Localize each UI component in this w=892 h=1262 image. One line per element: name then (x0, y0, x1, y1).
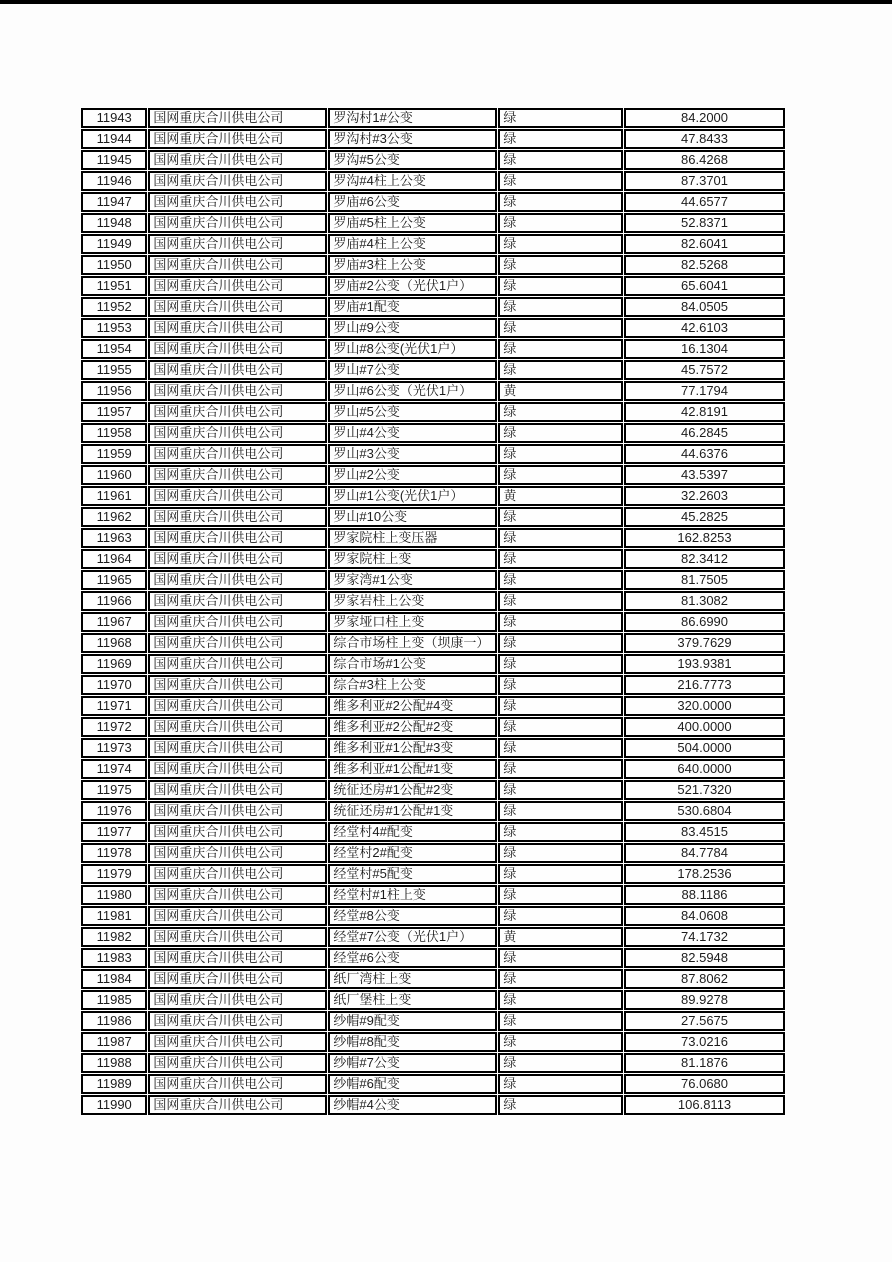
table-row (81, 927, 785, 947)
cell-status: 绿 (498, 696, 623, 716)
cell-value: 81.7505 (624, 570, 785, 590)
cell-device: 罗山#7公变 (328, 360, 497, 380)
cell-row-id: 11946 (81, 171, 147, 191)
cell-value: 81.1876 (624, 1053, 785, 1073)
table-row (81, 1095, 785, 1115)
cell-value: 216.7773 (624, 675, 785, 695)
cell-value: 76.0680 (624, 1074, 785, 1094)
cell-device: 罗沟#5公变 (328, 150, 497, 170)
cell-value: 87.3701 (624, 171, 785, 191)
cell-device: 罗家岩柱上公变 (328, 591, 497, 611)
cell-device: 罗山#2公变 (328, 465, 497, 485)
cell-company: 国网重庆合川供电公司 (148, 171, 327, 191)
cell-device: 纱帽#7公变 (328, 1053, 497, 1073)
cell-company: 国网重庆合川供电公司 (148, 969, 327, 989)
table-row (81, 318, 785, 338)
cell-value: 162.8253 (624, 528, 785, 548)
cell-company: 国网重庆合川供电公司 (148, 1032, 327, 1052)
cell-status: 绿 (498, 318, 623, 338)
cell-status: 绿 (498, 612, 623, 632)
cell-value: 504.0000 (624, 738, 785, 758)
cell-status: 绿 (498, 948, 623, 968)
cell-status: 绿 (498, 969, 623, 989)
table-row (81, 402, 785, 422)
cell-company: 国网重庆合川供电公司 (148, 696, 327, 716)
cell-device: 罗家垭口柱上变 (328, 612, 497, 632)
cell-device: 罗庙#6公变 (328, 192, 497, 212)
cell-device: 罗山#5公变 (328, 402, 497, 422)
cell-status: 绿 (498, 1074, 623, 1094)
cell-row-id: 11986 (81, 1011, 147, 1031)
cell-value: 77.1794 (624, 381, 785, 401)
cell-device: 经堂村2#配变 (328, 843, 497, 863)
cell-value: 82.5268 (624, 255, 785, 275)
table-row (81, 276, 785, 296)
cell-row-id: 11974 (81, 759, 147, 779)
cell-company: 国网重庆合川供电公司 (148, 591, 327, 611)
cell-row-id: 11945 (81, 150, 147, 170)
cell-status: 绿 (498, 192, 623, 212)
cell-device: 罗山#6公变（光伏1户） (328, 381, 497, 401)
cell-company: 国网重庆合川供电公司 (148, 192, 327, 212)
table-row (81, 339, 785, 359)
cell-company: 国网重庆合川供电公司 (148, 465, 327, 485)
cell-row-id: 11951 (81, 276, 147, 296)
table-row (81, 717, 785, 737)
cell-status: 绿 (498, 402, 623, 422)
cell-status: 绿 (498, 1032, 623, 1052)
cell-status: 黄 (498, 486, 623, 506)
cell-device: 综合市场#1公变 (328, 654, 497, 674)
cell-device: 罗庙#3柱上公变 (328, 255, 497, 275)
cell-company: 国网重庆合川供电公司 (148, 906, 327, 926)
cell-device: 经堂村#5配变 (328, 864, 497, 884)
cell-status: 绿 (498, 801, 623, 821)
table-row (81, 990, 785, 1010)
cell-value: 27.5675 (624, 1011, 785, 1031)
cell-row-id: 11989 (81, 1074, 147, 1094)
cell-row-id: 11948 (81, 213, 147, 233)
cell-value: 82.3412 (624, 549, 785, 569)
cell-row-id: 11987 (81, 1032, 147, 1052)
cell-row-id: 11962 (81, 507, 147, 527)
cell-device: 经堂#7公变（光伏1户） (328, 927, 497, 947)
cell-status: 绿 (498, 549, 623, 569)
cell-status: 绿 (498, 570, 623, 590)
cell-device: 纱帽#9配变 (328, 1011, 497, 1031)
cell-device: 经堂村4#配变 (328, 822, 497, 842)
cell-company: 国网重庆合川供电公司 (148, 255, 327, 275)
cell-value: 83.4515 (624, 822, 785, 842)
cell-value: 84.7784 (624, 843, 785, 863)
cell-company: 国网重庆合川供电公司 (148, 276, 327, 296)
cell-value: 44.6376 (624, 444, 785, 464)
cell-device: 经堂#8公变 (328, 906, 497, 926)
table-row (81, 213, 785, 233)
cell-row-id: 11966 (81, 591, 147, 611)
cell-row-id: 11957 (81, 402, 147, 422)
cell-value: 52.8371 (624, 213, 785, 233)
cell-device: 罗山#4公变 (328, 423, 497, 443)
cell-device: 罗家院柱上变 (328, 549, 497, 569)
table-row (81, 696, 785, 716)
cell-row-id: 11984 (81, 969, 147, 989)
table-row (81, 654, 785, 674)
cell-company: 国网重庆合川供电公司 (148, 528, 327, 548)
cell-company: 国网重庆合川供电公司 (148, 339, 327, 359)
cell-row-id: 11967 (81, 612, 147, 632)
cell-status: 绿 (498, 276, 623, 296)
table-row (81, 1053, 785, 1073)
cell-value: 400.0000 (624, 717, 785, 737)
table-row (81, 486, 785, 506)
cell-device: 罗庙#5柱上公变 (328, 213, 497, 233)
cell-device: 罗庙#2公变（光伏1户） (328, 276, 497, 296)
cell-device: 罗沟#4柱上公变 (328, 171, 497, 191)
cell-device: 罗庙#1配变 (328, 297, 497, 317)
cell-status: 绿 (498, 1011, 623, 1031)
cell-row-id: 11973 (81, 738, 147, 758)
table-row (81, 633, 785, 653)
cell-device: 纸厂堡柱上变 (328, 990, 497, 1010)
cell-row-id: 11964 (81, 549, 147, 569)
cell-device: 罗沟村#3公变 (328, 129, 497, 149)
cell-value: 45.2825 (624, 507, 785, 527)
cell-device: 综合#3柱上公变 (328, 675, 497, 695)
cell-value: 530.6804 (624, 801, 785, 821)
cell-status: 绿 (498, 759, 623, 779)
cell-value: 84.0505 (624, 297, 785, 317)
cell-row-id: 11950 (81, 255, 147, 275)
table-row (81, 864, 785, 884)
data-table (80, 107, 786, 1116)
table-row (81, 381, 785, 401)
cell-company: 国网重庆合川供电公司 (148, 360, 327, 380)
cell-status: 绿 (498, 864, 623, 884)
table-row (81, 549, 785, 569)
table-row (81, 738, 785, 758)
cell-row-id: 11975 (81, 780, 147, 800)
table-row (81, 906, 785, 926)
cell-status: 绿 (498, 738, 623, 758)
cell-row-id: 11970 (81, 675, 147, 695)
table-row (81, 297, 785, 317)
table-row (81, 780, 785, 800)
cell-value: 88.1186 (624, 885, 785, 905)
cell-status: 绿 (498, 822, 623, 842)
cell-value: 86.4268 (624, 150, 785, 170)
cell-row-id: 11983 (81, 948, 147, 968)
cell-status: 绿 (498, 885, 623, 905)
table-row (81, 801, 785, 821)
cell-row-id: 11978 (81, 843, 147, 863)
table-row (81, 150, 785, 170)
table-row (81, 759, 785, 779)
cell-row-id: 11985 (81, 990, 147, 1010)
cell-value: 42.6103 (624, 318, 785, 338)
cell-company: 国网重庆合川供电公司 (148, 297, 327, 317)
cell-company: 国网重庆合川供电公司 (148, 150, 327, 170)
cell-value: 42.8191 (624, 402, 785, 422)
cell-status: 绿 (498, 297, 623, 317)
table-body (81, 108, 785, 1115)
cell-status: 绿 (498, 591, 623, 611)
cell-company: 国网重庆合川供电公司 (148, 717, 327, 737)
cell-status: 绿 (498, 906, 623, 926)
cell-device: 罗山#1公变(光伏1户） (328, 486, 497, 506)
table-row (81, 1032, 785, 1052)
cell-status: 绿 (498, 108, 623, 128)
cell-status: 绿 (498, 528, 623, 548)
cell-status: 绿 (498, 444, 623, 464)
cell-row-id: 11959 (81, 444, 147, 464)
cell-row-id: 11972 (81, 717, 147, 737)
table-row (81, 528, 785, 548)
cell-row-id: 11965 (81, 570, 147, 590)
cell-status: 绿 (498, 843, 623, 863)
cell-device: 维多利亚#1公配#1变 (328, 759, 497, 779)
cell-company: 国网重庆合川供电公司 (148, 486, 327, 506)
cell-company: 国网重庆合川供电公司 (148, 927, 327, 947)
cell-status: 黄 (498, 927, 623, 947)
cell-row-id: 11944 (81, 129, 147, 149)
cell-value: 87.8062 (624, 969, 785, 989)
cell-row-id: 11979 (81, 864, 147, 884)
table-row (81, 1011, 785, 1031)
cell-device: 纱帽#6配变 (328, 1074, 497, 1094)
cell-row-id: 11960 (81, 465, 147, 485)
cell-status: 绿 (498, 150, 623, 170)
table-row (81, 570, 785, 590)
cell-company: 国网重庆合川供电公司 (148, 129, 327, 149)
cell-value: 74.1732 (624, 927, 785, 947)
cell-status: 绿 (498, 990, 623, 1010)
cell-device: 经堂村#1柱上变 (328, 885, 497, 905)
cell-value: 65.6041 (624, 276, 785, 296)
cell-device: 综合市场柱上变（坝康一） (328, 633, 497, 653)
cell-value: 47.8433 (624, 129, 785, 149)
cell-row-id: 11949 (81, 234, 147, 254)
table-row (81, 675, 785, 695)
cell-company: 国网重庆合川供电公司 (148, 843, 327, 863)
cell-value: 45.7572 (624, 360, 785, 380)
cell-value: 81.3082 (624, 591, 785, 611)
cell-value: 16.1304 (624, 339, 785, 359)
table-row (81, 969, 785, 989)
cell-row-id: 11980 (81, 885, 147, 905)
table-row (81, 255, 785, 275)
table-row (81, 192, 785, 212)
top-edge-bar (0, 0, 892, 4)
cell-company: 国网重庆合川供电公司 (148, 885, 327, 905)
cell-company: 国网重庆合川供电公司 (148, 1095, 327, 1115)
cell-value: 521.7320 (624, 780, 785, 800)
cell-row-id: 11956 (81, 381, 147, 401)
cell-status: 绿 (498, 255, 623, 275)
table-row (81, 885, 785, 905)
table-row (81, 360, 785, 380)
cell-device: 罗山#3公变 (328, 444, 497, 464)
cell-company: 国网重庆合川供电公司 (148, 402, 327, 422)
table-row (81, 612, 785, 632)
cell-company: 国网重庆合川供电公司 (148, 948, 327, 968)
cell-company: 国网重庆合川供电公司 (148, 444, 327, 464)
table-row (81, 507, 785, 527)
cell-row-id: 11952 (81, 297, 147, 317)
cell-value: 44.6577 (624, 192, 785, 212)
cell-value: 89.9278 (624, 990, 785, 1010)
cell-company: 国网重庆合川供电公司 (148, 633, 327, 653)
cell-row-id: 11955 (81, 360, 147, 380)
cell-company: 国网重庆合川供电公司 (148, 612, 327, 632)
cell-status: 绿 (498, 360, 623, 380)
cell-value: 82.6041 (624, 234, 785, 254)
cell-status: 黄 (498, 381, 623, 401)
cell-device: 罗山#8公变(光伏1户） (328, 339, 497, 359)
cell-value: 84.2000 (624, 108, 785, 128)
cell-device: 经堂#6公变 (328, 948, 497, 968)
cell-company: 国网重庆合川供电公司 (148, 780, 327, 800)
cell-value: 178.2536 (624, 864, 785, 884)
cell-row-id: 11943 (81, 108, 147, 128)
table-row (81, 108, 785, 128)
cell-value: 640.0000 (624, 759, 785, 779)
cell-device: 统征还房#1公配#2变 (328, 780, 497, 800)
cell-company: 国网重庆合川供电公司 (148, 1074, 327, 1094)
cell-status: 绿 (498, 423, 623, 443)
cell-company: 国网重庆合川供电公司 (148, 213, 327, 233)
cell-company: 国网重庆合川供电公司 (148, 675, 327, 695)
cell-device: 统征还房#1公配#1变 (328, 801, 497, 821)
cell-device: 罗庙#4柱上公变 (328, 234, 497, 254)
cell-status: 绿 (498, 675, 623, 695)
table-row (81, 423, 785, 443)
cell-device: 纸厂湾柱上变 (328, 969, 497, 989)
cell-company: 国网重庆合川供电公司 (148, 318, 327, 338)
cell-device: 维多利亚#1公配#3变 (328, 738, 497, 758)
table-row (81, 444, 785, 464)
cell-device: 维多利亚#2公配#2变 (328, 717, 497, 737)
cell-status: 绿 (498, 234, 623, 254)
cell-device: 罗沟村1#公变 (328, 108, 497, 128)
cell-row-id: 11990 (81, 1095, 147, 1115)
cell-company: 国网重庆合川供电公司 (148, 738, 327, 758)
cell-device: 罗家湾#1公变 (328, 570, 497, 590)
table-row (81, 591, 785, 611)
cell-value: 193.9381 (624, 654, 785, 674)
cell-value: 82.5948 (624, 948, 785, 968)
cell-status: 绿 (498, 465, 623, 485)
cell-company: 国网重庆合川供电公司 (148, 381, 327, 401)
cell-row-id: 11953 (81, 318, 147, 338)
cell-company: 国网重庆合川供电公司 (148, 759, 327, 779)
cell-status: 绿 (498, 780, 623, 800)
table-row (81, 234, 785, 254)
cell-row-id: 11988 (81, 1053, 147, 1073)
cell-device: 纱帽#8配变 (328, 1032, 497, 1052)
cell-row-id: 11971 (81, 696, 147, 716)
cell-status: 绿 (498, 633, 623, 653)
cell-status: 绿 (498, 213, 623, 233)
cell-status: 绿 (498, 1053, 623, 1073)
cell-row-id: 11954 (81, 339, 147, 359)
cell-company: 国网重庆合川供电公司 (148, 864, 327, 884)
cell-row-id: 11969 (81, 654, 147, 674)
cell-row-id: 11963 (81, 528, 147, 548)
cell-device: 维多利亚#2公配#4变 (328, 696, 497, 716)
cell-row-id: 11947 (81, 192, 147, 212)
table-row (81, 822, 785, 842)
cell-value: 84.0608 (624, 906, 785, 926)
cell-value: 320.0000 (624, 696, 785, 716)
cell-status: 绿 (498, 507, 623, 527)
cell-value: 73.0216 (624, 1032, 785, 1052)
cell-value: 43.5397 (624, 465, 785, 485)
cell-company: 国网重庆合川供电公司 (148, 801, 327, 821)
cell-value: 32.2603 (624, 486, 785, 506)
cell-device: 罗山#9公变 (328, 318, 497, 338)
cell-row-id: 11958 (81, 423, 147, 443)
cell-status: 绿 (498, 717, 623, 737)
cell-company: 国网重庆合川供电公司 (148, 549, 327, 569)
cell-value: 86.6990 (624, 612, 785, 632)
cell-value: 106.8113 (624, 1095, 785, 1115)
cell-status: 绿 (498, 129, 623, 149)
table-row (81, 843, 785, 863)
cell-row-id: 11976 (81, 801, 147, 821)
cell-device: 罗家院柱上变压器 (328, 528, 497, 548)
cell-status: 绿 (498, 654, 623, 674)
cell-value: 379.7629 (624, 633, 785, 653)
cell-company: 国网重庆合川供电公司 (148, 1011, 327, 1031)
cell-device: 罗山#10公变 (328, 507, 497, 527)
table-row (81, 129, 785, 149)
cell-company: 国网重庆合川供电公司 (148, 990, 327, 1010)
cell-row-id: 11961 (81, 486, 147, 506)
cell-company: 国网重庆合川供电公司 (148, 570, 327, 590)
table-row (81, 465, 785, 485)
cell-status: 绿 (498, 1095, 623, 1115)
cell-device: 纱帽#4公变 (328, 1095, 497, 1115)
table-row (81, 948, 785, 968)
cell-company: 国网重庆合川供电公司 (148, 507, 327, 527)
cell-company: 国网重庆合川供电公司 (148, 822, 327, 842)
cell-row-id: 11982 (81, 927, 147, 947)
cell-company: 国网重庆合川供电公司 (148, 423, 327, 443)
cell-company: 国网重庆合川供电公司 (148, 654, 327, 674)
table-row (81, 171, 785, 191)
cell-company: 国网重庆合川供电公司 (148, 1053, 327, 1073)
cell-status: 绿 (498, 339, 623, 359)
table-row (81, 1074, 785, 1094)
cell-company: 国网重庆合川供电公司 (148, 108, 327, 128)
cell-row-id: 11981 (81, 906, 147, 926)
cell-value: 46.2845 (624, 423, 785, 443)
cell-company: 国网重庆合川供电公司 (148, 234, 327, 254)
cell-row-id: 11968 (81, 633, 147, 653)
cell-row-id: 11977 (81, 822, 147, 842)
cell-status: 绿 (498, 171, 623, 191)
